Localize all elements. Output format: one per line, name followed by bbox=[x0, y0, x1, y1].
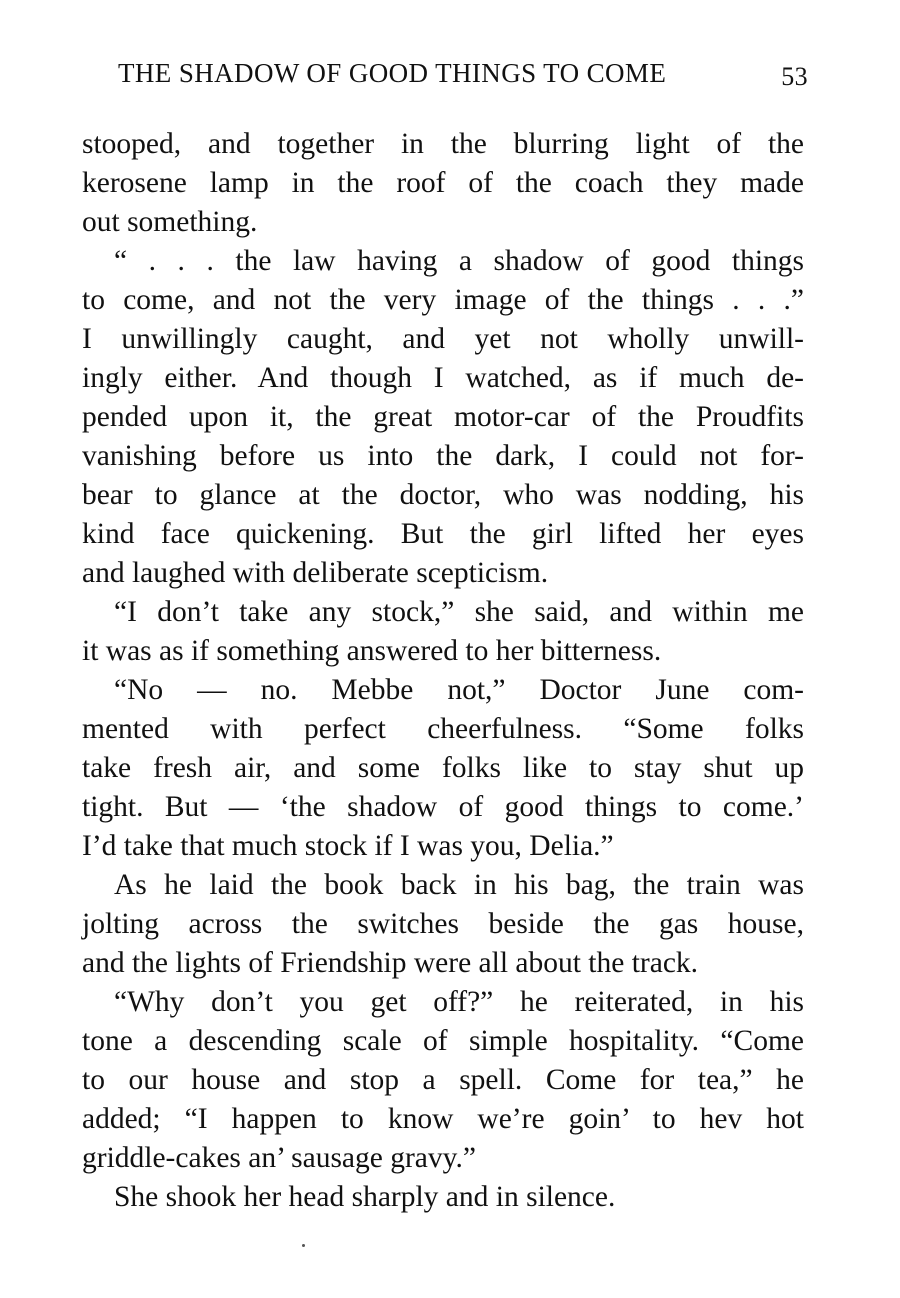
text-line: As he laid the book back in his bag, the train was bbox=[114, 869, 804, 901]
text-line: and the lights of Friendship were all about the track. bbox=[82, 947, 699, 979]
text-line: “I don’t take any stock,” she said, and within me bbox=[114, 596, 804, 628]
text-line: take fresh air, and some folks like to stay shut up bbox=[82, 752, 804, 784]
text-line: mented with perfect cheerfulness. “Some folks bbox=[82, 713, 804, 745]
text-line: kerosene lamp in the roof of the coach they made bbox=[82, 167, 804, 199]
text-line: and laughed with deliberate scepticism. bbox=[82, 557, 549, 589]
text-line: out something. bbox=[82, 206, 258, 238]
text-line: to come, and not the very image of the things . . .” bbox=[82, 284, 804, 316]
text-line: to our house and stop a spell. Come for tea,” he bbox=[82, 1064, 804, 1096]
text-line: jolting across the switches beside the gas house, bbox=[82, 908, 804, 940]
text-line: kind face quickening. But the girl lifted her eyes bbox=[82, 518, 804, 550]
body-text bbox=[82, 125, 804, 1217]
text-line: vanishing before us into the dark, I could not for- bbox=[82, 440, 804, 472]
text-line: it was as if something answered to her bitterness. bbox=[82, 635, 662, 667]
text-line: “ . . . the law having a shadow of good things bbox=[114, 245, 804, 277]
text-line: ingly either. And though I watched, as if much de- bbox=[82, 362, 804, 394]
text-line: I’d take that much stock if I was you, Delia.” bbox=[82, 830, 614, 862]
text-line: added; “I happen to know we’re goin’ to hev hot bbox=[82, 1103, 804, 1135]
text-line: “Why don’t you get off?” he reiterated, in his bbox=[114, 986, 804, 1018]
print-speck bbox=[302, 1244, 305, 1247]
text-line: I unwillingly caught, and yet not wholly unwill- bbox=[82, 323, 804, 355]
text-line: “No — no. Mebbe not,” Doctor June com- bbox=[114, 674, 804, 706]
text-line: tight. But — ‘the shadow of good things to come.’ bbox=[82, 791, 804, 823]
text-line: tone a descending scale of simple hospitality. “Come bbox=[82, 1025, 804, 1057]
text-line: She shook her head sharply and in silence. bbox=[114, 1181, 616, 1213]
running-title: THE SHADOW OF GOOD THINGS TO COME bbox=[118, 58, 667, 88]
page-number: 53 bbox=[781, 62, 808, 91]
running-head bbox=[118, 58, 808, 98]
text-line: griddle-cakes an’ sausage gravy.” bbox=[82, 1142, 476, 1174]
text-line: pended upon it, the great motor-car of the Proudfits bbox=[82, 401, 804, 433]
text-line: bear to glance at the doctor, who was nodding, his bbox=[82, 479, 804, 511]
text-line: stooped, and together in the blurring light of the bbox=[82, 128, 804, 160]
